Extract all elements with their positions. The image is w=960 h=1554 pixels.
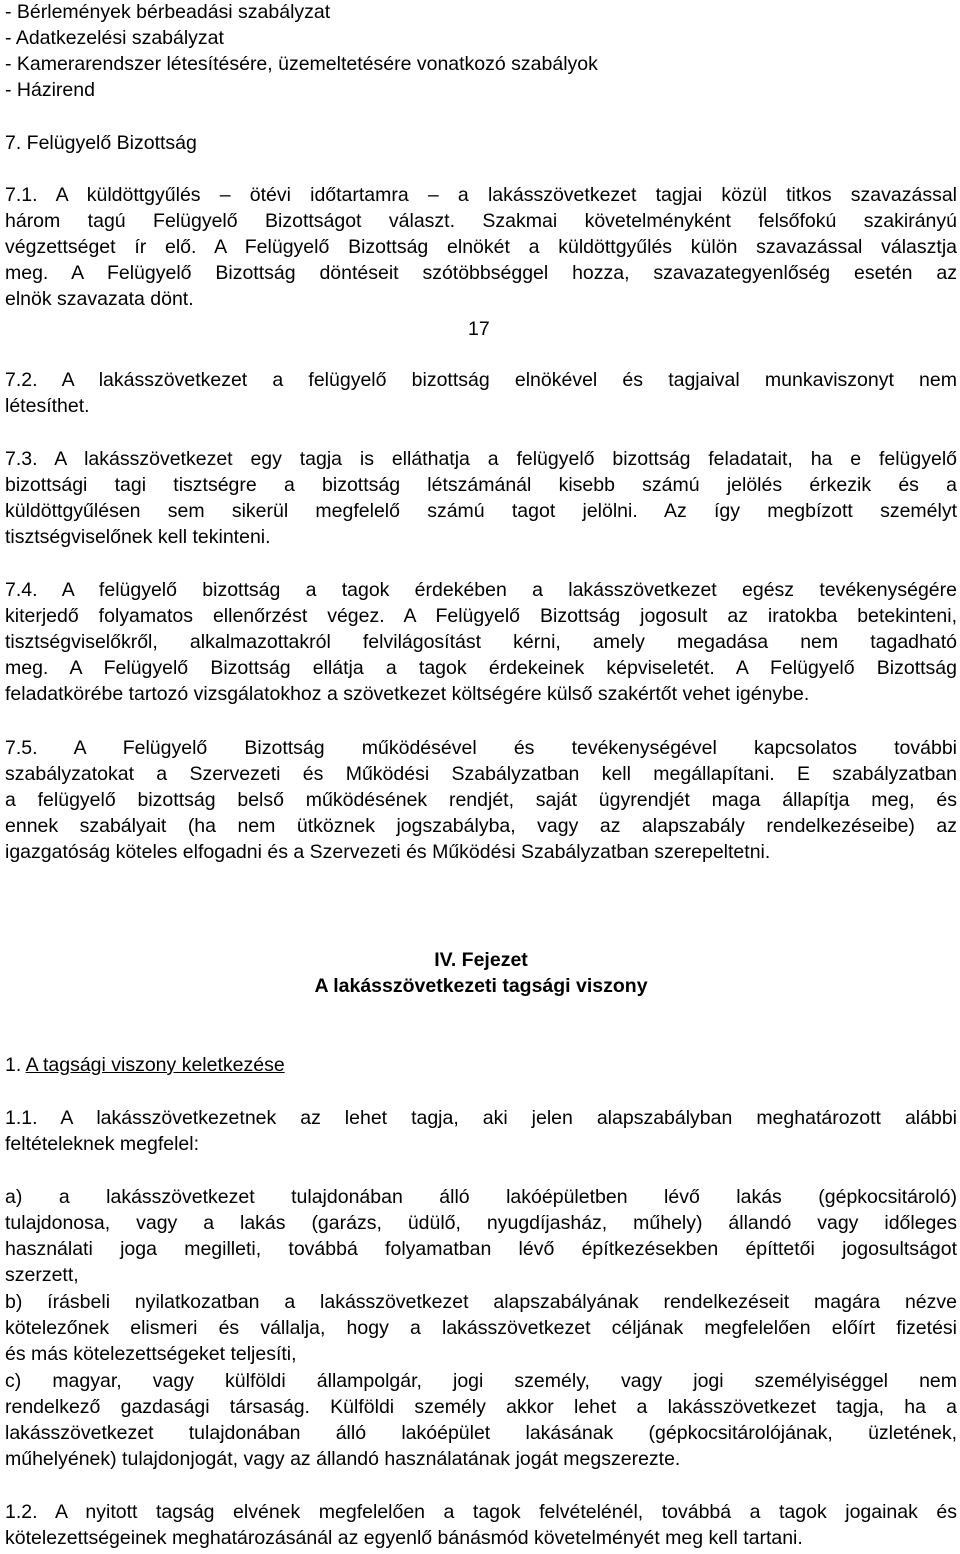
- paragraph-line: kötelezettségeinek meghatározásánál az egyenlő bánásmód követelményét meg kell tartani.: [5, 1527, 803, 1549]
- paragraph-line: küldöttgyűlésen sem sikerül megfelelő számú tagot jelölni. Az így megbízott személyt: [5, 500, 957, 522]
- paragraph-line: három tagú Felügyelő Bizottságot választ. Szakmai követelményként felsőfokú szakirányú: [5, 210, 957, 232]
- paragraph-line: létesíthet.: [5, 395, 90, 417]
- paragraph-line: feltételeknek megfelel:: [5, 1133, 200, 1155]
- paragraph-line: kötelezőnek elismeri és vállalja, hogy a lakásszövetkezet céljának megfelelően előírt fizetési: [5, 1317, 957, 1339]
- paragraph-line: c) magyar, vagy külföldi állampolgár, jogi személy, vagy jogi személyiséggel nem: [5, 1370, 957, 1392]
- paragraph-line: 7.4. A felügyelő bizottság a tagok érdekében a lakásszövetkezet egész tevékenységére: [5, 579, 957, 601]
- paragraph-line: tulajdonosa, vagy a lakás (garázs, üdülő, nyugdíjasház, műhely) állandó vagy időleges: [5, 1212, 957, 1234]
- paragraph-line: meg. A Felügyelő Bizottság döntéseit szótöbbséggel hozza, szavazategyenlőség esetén az: [5, 262, 957, 284]
- paragraph-line: tisztségviselőkről, alkalmazottakról felvilágosítást kérni, amely megadása nem tagadható: [5, 631, 957, 653]
- paragraph-line: igazgatóság köteles elfogadni és a Szervezeti és Működési Szabályzatban szerepeltetni.: [5, 841, 771, 863]
- paragraph-line: b) írásbeli nyilatkozatban a lakásszövetkezet alapszabályának rendelkezéseit magára nézve: [5, 1291, 957, 1313]
- paragraph-line: bizottsági tagi tisztségre a bizottság létszámánál kisebb számú jelölés érkezik és a: [5, 474, 957, 496]
- paragraph-line: szerzett,: [5, 1264, 79, 1286]
- paragraph-line: 1.1. A lakásszövetkezetnek az lehet tagja, aki jelen alapszabályban meghatározott alábbi: [5, 1107, 957, 1129]
- paragraph-line: meg. A Felügyelő Bizottság ellátja a tagok érdekeinek képviseletét. A Felügyelő Bizottság: [5, 657, 957, 679]
- paragraph-line: kiterjedő folyamatos ellenőrzést végez. A Felügyelő Bizottság jogosult az iratokba betekinteni,: [5, 605, 957, 627]
- paragraph-line: 7.3. A lakásszövetkezet egy tagja is elláthatja a felügyelő bizottság feladatait, ha e felügyelő: [5, 448, 957, 470]
- paragraph-line: műhelyének) tulajdonjogát, vagy az állandó használatának jogát megszerezte.: [5, 1448, 681, 1470]
- paragraph-line: a) a lakásszövetkezet tulajdonában álló lakóépületben lévő lakás (gépkocsitároló): [5, 1186, 957, 1208]
- paragraph-line: 1.2. A nyitott tagság elvének megfelelően a tagok felvételénél, továbbá a tagok jogainak és: [5, 1501, 957, 1523]
- paragraph-line: végzettséget ír elő. A Felügyelő Bizottság elnökét a küldöttgyűlés külön szavazással választja: [5, 236, 957, 258]
- paragraph-line: használati joga megilleti, továbbá folyamatban lévő építkezésekben építtetői jogosultságot: [5, 1238, 957, 1260]
- page-number: 17: [468, 318, 490, 340]
- chapter-title: A lakásszövetkezeti tagsági viszony: [314, 975, 648, 997]
- section-heading: 7. Felügyelő Bizottság: [5, 132, 197, 154]
- list-item: - Házirend: [5, 79, 95, 101]
- paragraph-line: 7.2. A lakásszövetkezet a felügyelő bizottság elnökével és tagjaival munkaviszonyt nem: [5, 369, 957, 391]
- subsection-heading: [5, 1053, 285, 1077]
- chapter-number: IV. Fejezet: [434, 949, 528, 971]
- paragraph-line: 7.1. A küldöttgyűlés – ötévi időtartamra – a lakásszövetkezet tagjai közül titkos szavazással: [5, 184, 957, 206]
- paragraph-line: rendelkező gazdasági társaság. Külföldi személy akkor lehet a lakásszövetkezet tagja, ha a: [5, 1396, 957, 1418]
- paragraph-line: lakásszövetkezet tulajdonában álló lakóépület lakásának (gépkocsitárolójának, üzletének,: [5, 1422, 957, 1444]
- paragraph-line: szabályzatokat a Szervezeti és Működési Szabályzatban kell megállapítani. E szabályzatban: [5, 763, 957, 785]
- list-item: - Bérlemények bérbeadási szabályzat: [5, 1, 331, 23]
- paragraph-line: ennek szabályait (ha nem ütköznek jogszabályba, vagy az alapszabály rendelkezéseibe) az: [5, 815, 957, 837]
- subsection-title: A tagsági viszony keletkezése: [25, 1054, 285, 1076]
- list-item: - Kamerarendszer létesítésére, üzemeltetésére vonatkozó szabályok: [5, 53, 598, 75]
- subsection-number: 1.: [5, 1054, 26, 1076]
- paragraph-line: feladatkörébe tartozó vizsgálatokhoz a szövetkezet költségére külső szakértőt vehet igénybe.: [5, 683, 810, 705]
- paragraph-line: elnök szavazata dönt.: [5, 288, 194, 310]
- paragraph-line: 7.5. A Felügyelő Bizottság működésével és tevékenységével kapcsolatos további: [5, 737, 957, 759]
- list-item: - Adatkezelési szabályzat: [5, 27, 224, 49]
- paragraph-line: a felügyelő bizottság belső működésének rendjét, saját ügyrendjét maga állapítja meg, és: [5, 789, 957, 811]
- paragraph-line: és más kötelezettségeket teljesíti,: [5, 1343, 297, 1365]
- paragraph-line: tisztségviselőnek kell tekinteni.: [5, 526, 271, 548]
